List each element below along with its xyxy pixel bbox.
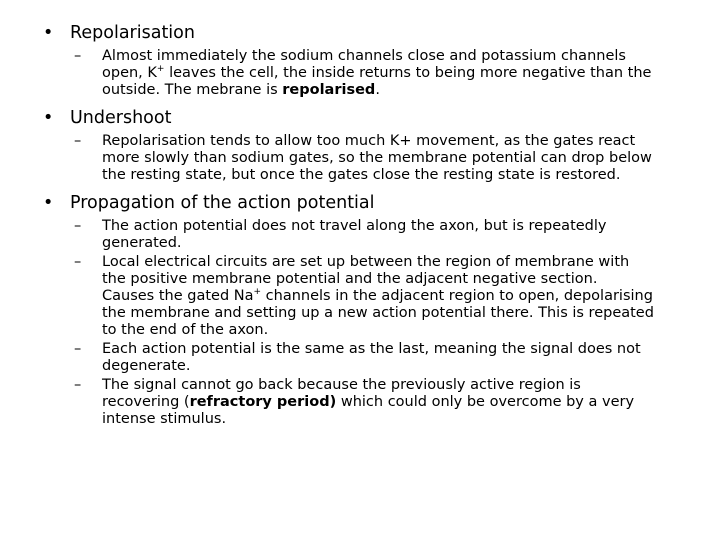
bullet-repolarisation: [30, 22, 690, 44]
sub-item: [30, 254, 690, 339]
sub-text: Each action potential is the same as the last, meaning the signal does not degenerate.: [102, 341, 641, 374]
bullet-title: Repolarisation: [70, 23, 195, 43]
sub-dash: –: [74, 133, 82, 149]
superscript-plus: +: [156, 64, 165, 74]
bold-term: repolarised: [282, 82, 376, 98]
sub-dash: –: [74, 48, 82, 64]
bullet-title: Undershoot: [70, 108, 172, 128]
bullet-undershoot: [30, 107, 690, 129]
sub-dash: –: [74, 341, 82, 357]
sub-item: [30, 341, 690, 375]
sub-text: Repolarisation tends to allow too much K+ movement, as the gates react more slowly than sodium gates, so the membrane potential can drop below the resting state, but once the gates close the resting state is restored.: [102, 133, 652, 183]
bullet-propagation: [30, 192, 690, 214]
sub-text: leaves the cell, the inside returns to being more negative than the outside. The mebrane is: [102, 65, 652, 98]
sub-item: [30, 377, 690, 428]
sub-text: Local electrical circuits are set up between the region of membrane with the positive membrane potential and the adjacent negative section. Causes the gated Na: [102, 254, 630, 304]
sub-text: which could only be overcome by a very intense stimulus.: [102, 394, 635, 427]
superscript-plus: +: [253, 287, 262, 297]
bold-term: refractory period): [189, 394, 337, 410]
bullet-dot: •: [43, 108, 54, 128]
sub-dash: –: [74, 218, 82, 234]
bullet-dot: •: [43, 23, 54, 43]
sub-item: [30, 218, 690, 252]
sub-text: The signal cannot go back because the previously active region is recovering (: [102, 377, 581, 410]
sub-text: Almost immediately the sodium channels close and potassium channels open, K: [102, 48, 626, 81]
sub-list-propagation: [30, 218, 690, 428]
sub-item: [30, 133, 690, 184]
bullet-dot: •: [43, 193, 54, 213]
sub-dash: –: [74, 254, 82, 270]
sub-text: .: [375, 82, 380, 98]
sub-item: [30, 48, 690, 99]
sub-text: The action potential does not travel along the axon, but is repeatedly generated.: [102, 218, 607, 251]
sub-text: channels in the adjacent region to open, depolarising the membrane and setting up a new action potential there. This is repeated to the end of the axon.: [102, 288, 654, 338]
sub-dash: –: [74, 377, 82, 393]
sub-list-undershoot: [30, 133, 690, 184]
bullet-title: Propagation of the action potential: [70, 193, 375, 213]
sub-list-repolarisation: [30, 48, 690, 99]
